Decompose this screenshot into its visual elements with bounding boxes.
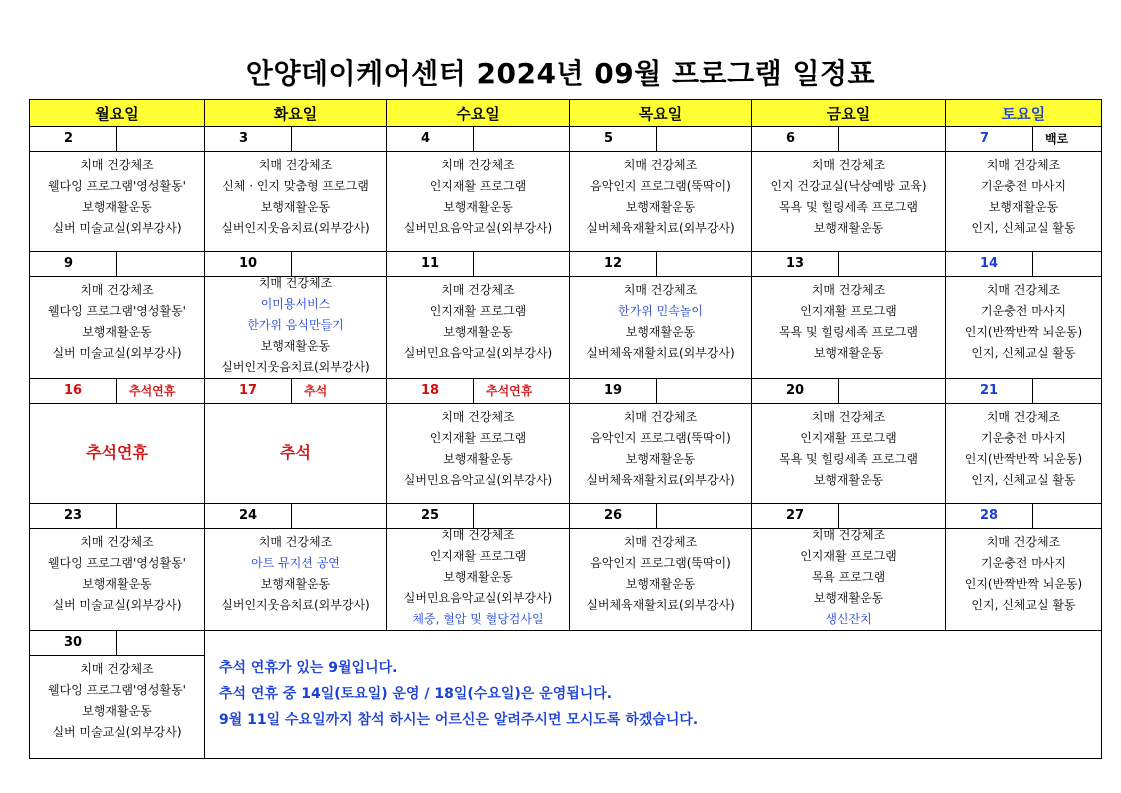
activity-item: 음악인지 프로그램(뚝딱이) (590, 556, 731, 570)
activity-item: 치매 건강체조 (441, 158, 515, 172)
day-cell-9 (30, 252, 205, 379)
activity-list (570, 277, 751, 364)
activity-item: 치매 건강체조 (986, 283, 1061, 297)
day-cell-23 (30, 504, 205, 631)
day-cell-20 (752, 379, 946, 504)
activity-list (387, 525, 569, 630)
activity-item: 기운충전 마사지 (981, 179, 1066, 193)
activity-item: 인지재활 프로그램 (800, 549, 897, 563)
day-cell-19 (570, 379, 752, 504)
activity-list (30, 152, 204, 239)
activity-list (570, 152, 751, 239)
day-cell-5 (570, 127, 752, 252)
activity-item: 보행재활운동 (813, 221, 884, 235)
activity-item: 기운충전 마사지 (981, 556, 1066, 570)
activity-list (205, 529, 386, 616)
activity-item: 실버체육재활치료(외부강사) (586, 598, 735, 612)
activity-item: 보행재활운동 (443, 570, 513, 584)
activity-list (946, 529, 1101, 616)
date-number: 19 (570, 379, 657, 403)
activity-item: 인지 건강교실(낙상예방 교육) (770, 179, 927, 193)
activity-item: 목욕 및 힐링세족 프로그램 (779, 200, 918, 214)
date-number: 18 (387, 379, 474, 403)
activity-list (752, 525, 945, 630)
date-row (570, 127, 751, 152)
date-row (570, 504, 751, 529)
activity-item: 치매 건강체조 (811, 528, 886, 542)
activity-item: 치매 건강체조 (258, 276, 333, 290)
date-row (752, 379, 945, 404)
date-note (292, 504, 386, 528)
activity-item: 웰다잉 프로그램'영성활동' (48, 304, 186, 318)
activity-list (205, 152, 386, 239)
date-row (387, 379, 569, 404)
activity-item: 실버민요음악교실(외부강사) (403, 346, 553, 360)
activity-item: 한가위 민속놀이 (618, 304, 703, 318)
date-row (205, 504, 386, 529)
activity-item: 생신잔치 (825, 612, 872, 626)
activity-list (30, 656, 204, 743)
activity-item: 아트 뮤지션 공연 (251, 556, 340, 570)
activity-item: 실버 미술교실(외부강사) (52, 598, 182, 612)
activity-item: 기운충전 마사지 (981, 304, 1066, 318)
date-number: 16 (30, 379, 117, 403)
date-row (946, 127, 1101, 152)
date-note (117, 504, 204, 528)
week-row (30, 504, 1102, 631)
date-number: 2 (30, 127, 117, 151)
activity-item: 실버체육재활치료(외부강사) (586, 346, 735, 360)
activity-list (752, 152, 945, 239)
date-number: 13 (752, 252, 839, 276)
activity-item: 치매 건강체조 (986, 158, 1061, 172)
activity-item: 보행재활운동 (82, 325, 152, 339)
date-row (30, 127, 204, 152)
activity-list (946, 152, 1101, 239)
activity-item: 보행재활운동 (625, 200, 696, 214)
activity-item: 인지(반짝반짝 뇌운동) (964, 577, 1083, 591)
activity-item: 치매 건강체조 (986, 410, 1061, 424)
activity-list (752, 404, 945, 491)
date-note (1033, 504, 1101, 528)
date-note (839, 252, 945, 276)
date-note: 추석연휴 (129, 384, 176, 398)
date-note (474, 127, 569, 151)
day-cell-21 (946, 379, 1102, 504)
week-row (30, 631, 1102, 759)
date-number: 21 (946, 379, 1033, 403)
date-number: 26 (570, 504, 657, 528)
activity-item: 인지(반짝반짝 뇌운동) (964, 452, 1083, 466)
day-cell-26 (570, 504, 752, 631)
activity-item: 보행재활운동 (260, 200, 331, 214)
header-tuesday: 화요일 (205, 100, 387, 127)
date-note (657, 127, 751, 151)
day-cell-16 (30, 379, 205, 504)
day-cell-3 (205, 127, 387, 252)
date-number: 28 (946, 504, 1033, 528)
activity-item: 치매 건강체조 (80, 535, 154, 549)
activity-list (30, 277, 204, 364)
activity-item: 인지, 신체교실 활동 (971, 346, 1076, 360)
day-cell-17 (205, 379, 387, 504)
activity-item: 실버인지웃음치료(외부강사) (221, 598, 370, 612)
activity-item: 한가위 음식만들기 (247, 318, 344, 332)
activity-item: 실버 미술교실(외부강사) (52, 221, 182, 235)
activity-item: 목욕 및 힐링세족 프로그램 (779, 452, 918, 466)
date-number: 5 (570, 127, 657, 151)
activity-item: 치매 건강체조 (441, 528, 515, 542)
activity-item: 치매 건강체조 (80, 662, 154, 676)
activity-item: 치매 건강체조 (811, 283, 886, 297)
activity-item: 기운충전 마사지 (981, 431, 1066, 445)
activity-item: 보행재활운동 (82, 200, 152, 214)
activity-item: 치매 건강체조 (811, 410, 886, 424)
activity-item: 치매 건강체조 (623, 535, 698, 549)
header-wednesday: 수요일 (387, 100, 570, 127)
date-note: 추석연휴 (486, 384, 533, 398)
activity-item: 치매 건강체조 (623, 283, 698, 297)
date-note: 백로 (1045, 132, 1069, 146)
activity-item: 보행재활운동 (260, 577, 331, 591)
activity-item: 인지재활 프로그램 (800, 304, 897, 318)
activity-list (30, 529, 204, 616)
date-note (839, 379, 945, 403)
weekday-header-row (30, 100, 1102, 127)
schedule-table (29, 99, 1102, 759)
date-number: 4 (387, 127, 474, 151)
date-row (205, 127, 386, 152)
activity-item: 보행재활운동 (260, 339, 331, 353)
activity-item: 인지재활 프로그램 (429, 431, 527, 445)
activity-item: 치매 건강체조 (441, 283, 515, 297)
week-row (30, 127, 1102, 252)
date-number: 25 (387, 504, 474, 528)
activity-list (387, 277, 569, 364)
activity-item: 실버민요음악교실(외부강사) (403, 591, 553, 605)
activity-item: 인지재활 프로그램 (429, 549, 527, 563)
header-saturday: 토요일 (946, 100, 1102, 127)
date-number: 10 (205, 252, 292, 276)
activity-item: 보행재활운동 (813, 591, 884, 605)
day-cell-25 (387, 504, 570, 631)
notice-box (205, 631, 1102, 759)
date-number: 20 (752, 379, 839, 403)
activity-item: 보행재활운동 (443, 200, 513, 214)
activity-item: 치매 건강체조 (258, 535, 333, 549)
activity-item: 보행재활운동 (443, 325, 513, 339)
day-cell-11 (387, 252, 570, 379)
activity-item: 보행재활운동 (82, 577, 152, 591)
page-title: 안양데이케어센터 2024년 09월 프로그램 일정표 (245, 57, 876, 90)
day-cell-30 (30, 631, 205, 759)
date-number: 7 (946, 127, 1033, 151)
activity-item: 목욕 프로그램 (811, 570, 886, 584)
date-note (292, 127, 386, 151)
activity-item: 보행재활운동 (82, 704, 152, 718)
date-number: 3 (205, 127, 292, 151)
date-row (387, 252, 569, 277)
activity-item: 실버민요음악교실(외부강사) (403, 221, 553, 235)
date-row (30, 252, 204, 277)
activity-item: 보행재활운동 (988, 200, 1059, 214)
day-cell-7 (946, 127, 1102, 252)
activity-item: 보행재활운동 (813, 346, 884, 360)
date-number: 24 (205, 504, 292, 528)
day-cell-18 (387, 379, 570, 504)
activity-list (387, 152, 569, 239)
activity-list (946, 277, 1101, 364)
date-row (946, 504, 1101, 529)
date-note (657, 504, 751, 528)
activity-item: 실버 미술교실(외부강사) (52, 725, 182, 739)
activity-item: 인지재활 프로그램 (800, 431, 897, 445)
activity-item: 웰다잉 프로그램'영성활동' (48, 683, 186, 697)
activity-item: 인지재활 프로그램 (429, 304, 527, 318)
activity-item: 체중, 혈압 및 혈당검사일 (412, 612, 544, 626)
activity-item: 인지(반짝반짝 뇌운동) (964, 325, 1083, 339)
date-number: 23 (30, 504, 117, 528)
activity-list (946, 404, 1101, 491)
date-number: 27 (752, 504, 839, 528)
day-cell-6 (752, 127, 946, 252)
activity-item: 보행재활운동 (625, 452, 696, 466)
date-row (752, 127, 945, 152)
activity-item: 치매 건강체조 (80, 283, 154, 297)
activity-item: 음악인지 프로그램(뚝딱이) (590, 431, 731, 445)
day-cell-2 (30, 127, 205, 252)
date-number: 14 (946, 252, 1033, 276)
notice-line: 추석 연휴가 있는 9월입니다. (219, 660, 398, 676)
activity-list (570, 529, 751, 616)
activity-item: 목욕 및 힐링세족 프로그램 (779, 325, 918, 339)
activity-list (387, 404, 569, 491)
activity-item: 치매 건강체조 (986, 535, 1061, 549)
header-friday: 금요일 (752, 100, 946, 127)
date-number: 17 (205, 379, 292, 403)
activity-item: 치매 건강체조 (441, 410, 515, 424)
date-note (839, 127, 945, 151)
date-row (752, 252, 945, 277)
date-note (117, 252, 204, 276)
day-cell-27 (752, 504, 946, 631)
date-row (946, 379, 1101, 404)
activity-list (752, 277, 945, 364)
activity-item: 보행재활운동 (625, 577, 696, 591)
date-number: 11 (387, 252, 474, 276)
week-row (30, 379, 1102, 504)
date-row (30, 379, 204, 404)
activity-item: 실버체육재활치료(외부강사) (586, 473, 735, 487)
activity-item: 인지, 신체교실 활동 (971, 598, 1076, 612)
week-row (30, 252, 1102, 379)
date-number: 30 (30, 631, 117, 655)
day-cell-14 (946, 252, 1102, 379)
activity-item: 인지재활 프로그램 (429, 179, 527, 193)
day-cell-24 (205, 504, 387, 631)
date-row (946, 252, 1101, 277)
day-cell-28 (946, 504, 1102, 631)
date-note (117, 127, 204, 151)
date-note (657, 379, 751, 403)
activity-item: 신체 · 인지 맞춤형 프로그램 (222, 179, 369, 193)
activity-item: 치매 건강체조 (258, 158, 333, 172)
activity-item: 보행재활운동 (625, 325, 696, 339)
activity-item: 이미용서비스 (260, 297, 331, 311)
date-note (1033, 379, 1101, 403)
date-number: 12 (570, 252, 657, 276)
activity-item: 실버인지웃음치료(외부강사) (221, 360, 370, 374)
activity-item: 웰다잉 프로그램'영성활동' (48, 556, 186, 570)
activity-item: 보행재활운동 (813, 473, 884, 487)
date-note (474, 252, 569, 276)
header-monday: 월요일 (30, 100, 205, 127)
date-number: 9 (30, 252, 117, 276)
date-note (1033, 252, 1101, 276)
date-row (30, 631, 204, 656)
day-cell-12 (570, 252, 752, 379)
header-thursday: 목요일 (570, 100, 752, 127)
notice-line: 9월 11일 수요일까지 참석 하시는 어르신은 알려주시면 모시도록 하겠습니다. (219, 712, 699, 728)
date-note (117, 631, 204, 655)
holiday-label: 추석 (280, 443, 311, 462)
day-cell-13 (752, 252, 946, 379)
date-note: 추석 (304, 384, 328, 398)
date-row (387, 127, 569, 152)
date-row (570, 379, 751, 404)
activity-list (205, 273, 386, 378)
activity-item: 치매 건강체조 (623, 410, 698, 424)
activity-item: 실버체육재활치료(외부강사) (586, 221, 735, 235)
activity-item: 인지, 신체교실 활동 (971, 221, 1076, 235)
activity-item: 인지, 신체교실 활동 (971, 473, 1076, 487)
activity-item: 실버 미술교실(외부강사) (52, 346, 182, 360)
date-row (570, 252, 751, 277)
activity-list (570, 404, 751, 491)
date-row (205, 379, 386, 404)
activity-item: 보행재활운동 (443, 452, 513, 466)
activity-item: 실버인지웃음치료(외부강사) (221, 221, 370, 235)
activity-item: 치매 건강체조 (80, 158, 154, 172)
date-note (657, 252, 751, 276)
day-cell-10 (205, 252, 387, 379)
activity-item: 음악인지 프로그램(뚝딱이) (590, 179, 731, 193)
date-number: 6 (752, 127, 839, 151)
notice-line: 추석 연휴 중 14일(토요일) 운영 / 18일(수요일)은 운영됩니다. (219, 686, 613, 702)
holiday-label: 추석연휴 (86, 443, 148, 462)
date-row (30, 504, 204, 529)
activity-item: 치매 건강체조 (811, 158, 886, 172)
activity-item: 치매 건강체조 (623, 158, 698, 172)
activity-item: 실버민요음악교실(외부강사) (403, 473, 553, 487)
day-cell-4 (387, 127, 570, 252)
activity-item: 웰다잉 프로그램'영성활동' (48, 179, 186, 193)
